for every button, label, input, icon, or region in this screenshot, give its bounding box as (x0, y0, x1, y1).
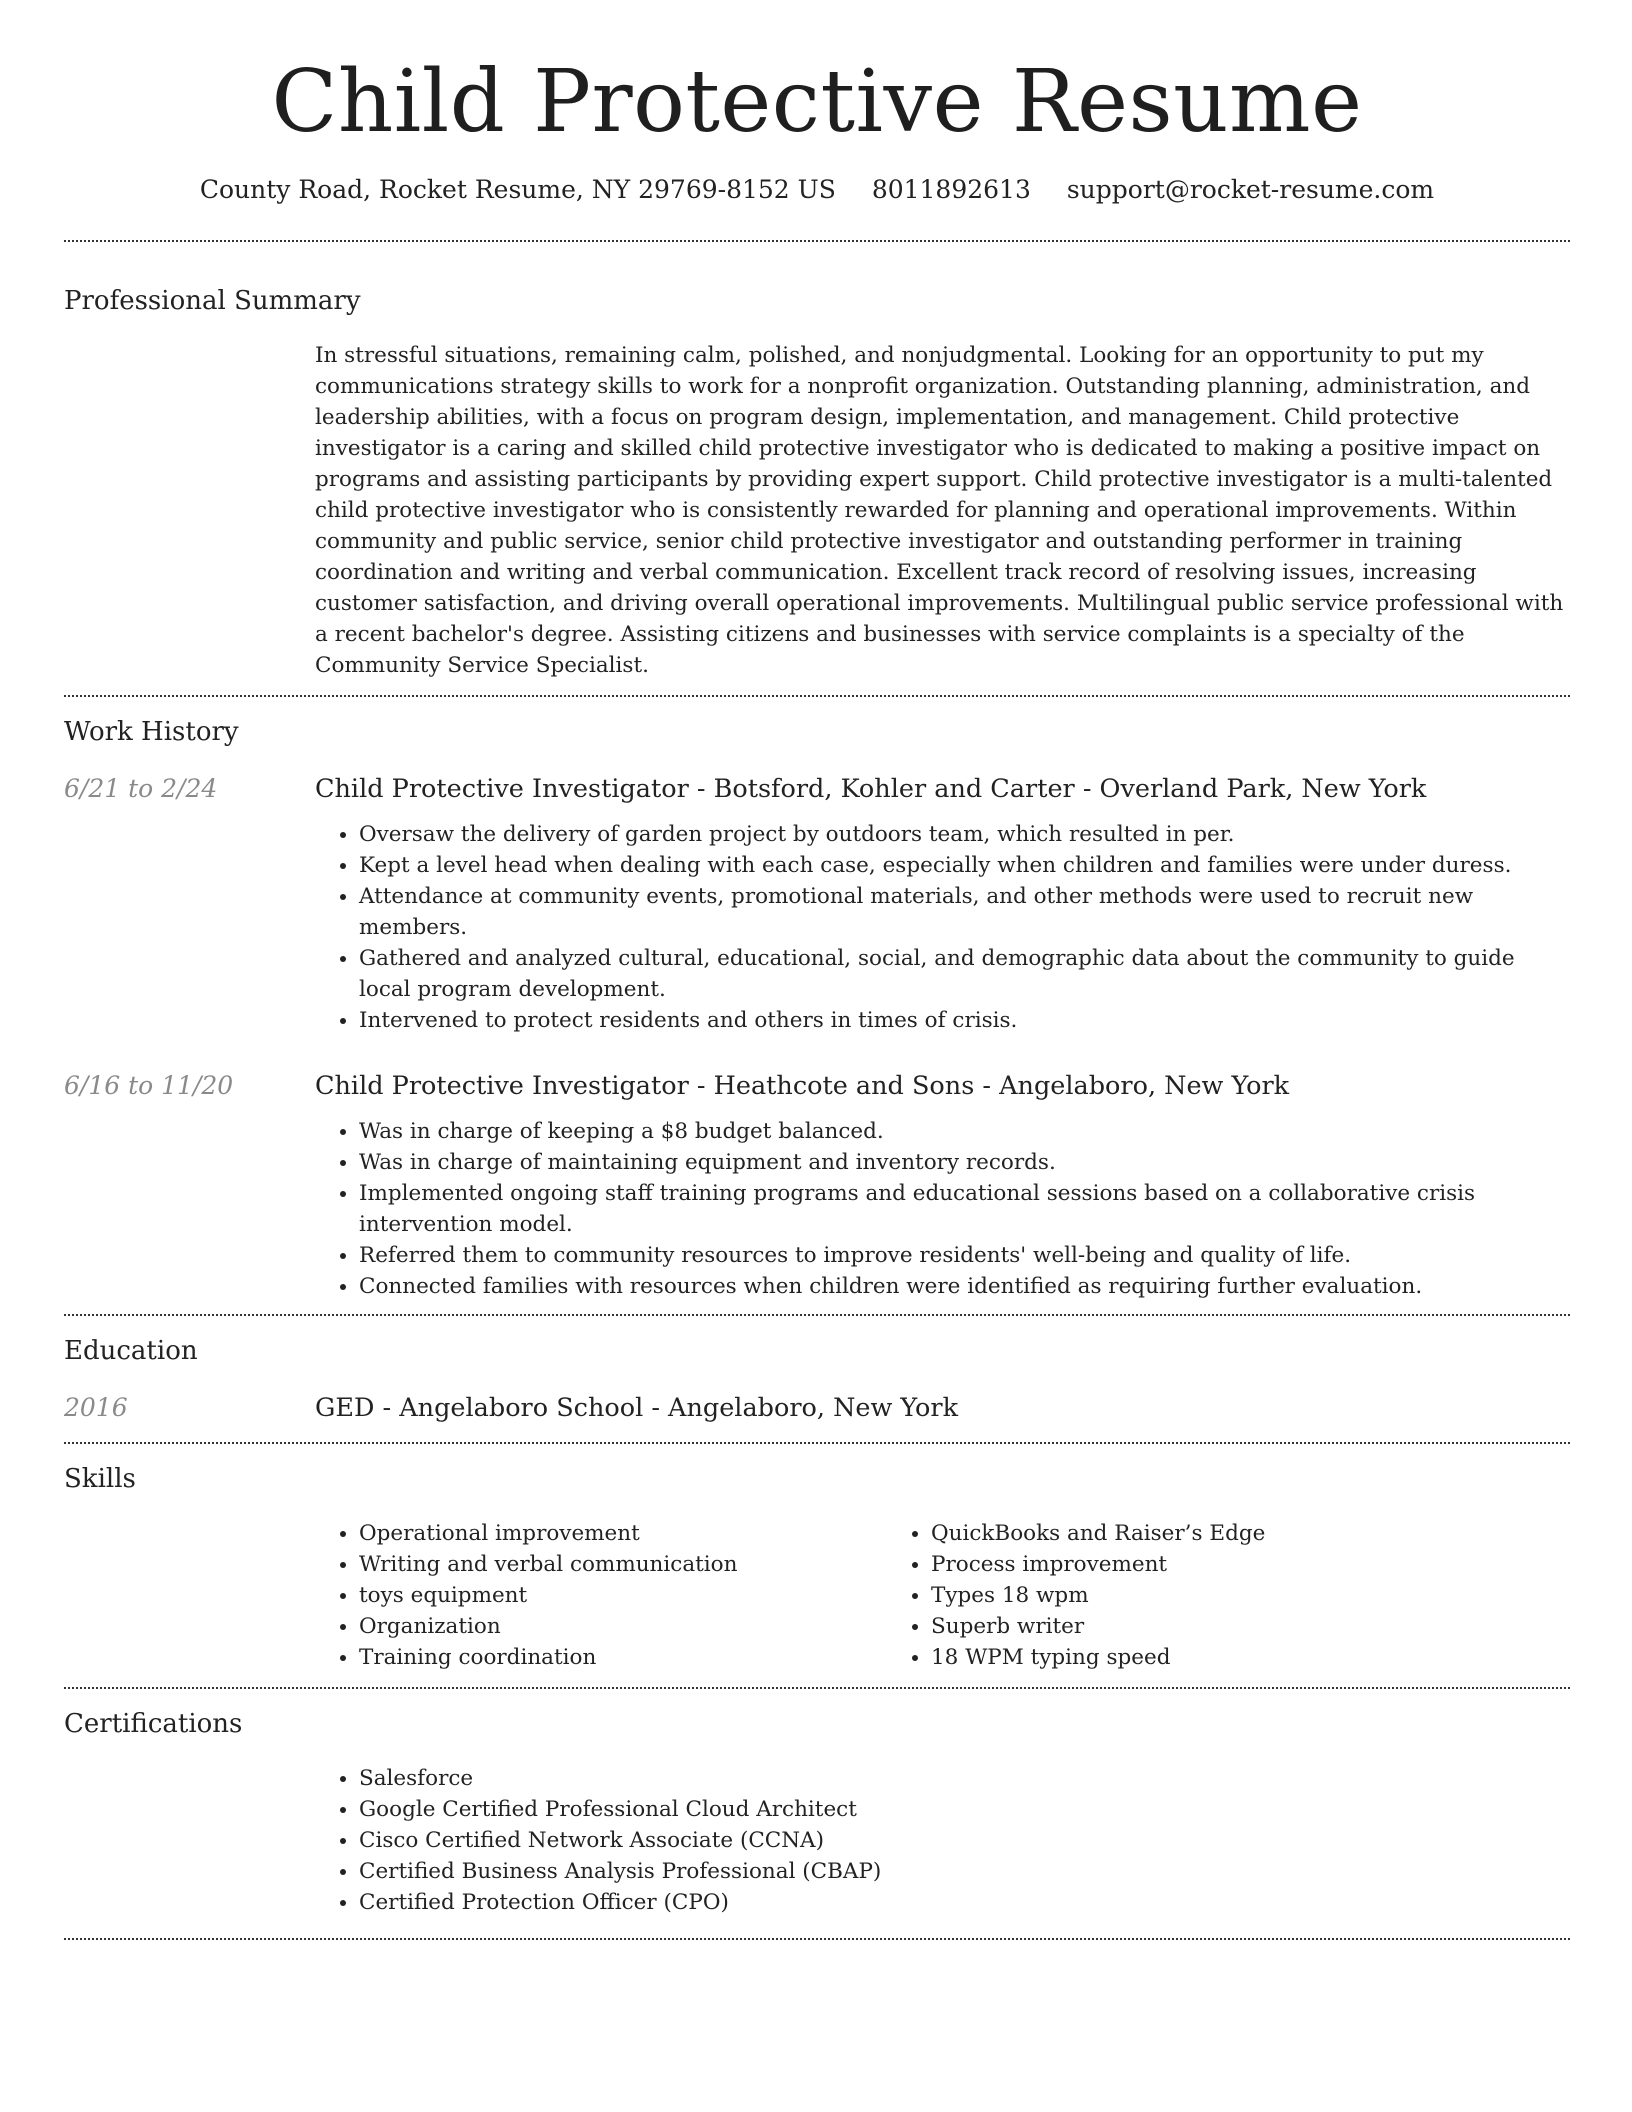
certification-item: • Certified Business Analysis Professional (CBAP) (359, 1856, 1570, 1887)
job-bullets (315, 1116, 1570, 1302)
certification-item: • Salesforce (359, 1763, 1570, 1794)
skill-item: • Operational improvement (359, 1518, 887, 1549)
job-bullet: • Connected families with resources when children were identified as requiring further evaluation. (359, 1271, 1570, 1302)
education-heading: GED - Angelaboro School - Angelaboro, New York (315, 1393, 959, 1423)
resume-page (64, 0, 1570, 1940)
skill-item: • Training coordination (359, 1642, 887, 1673)
divider (64, 1442, 1570, 1444)
skills-list (315, 1518, 1570, 1673)
skill-item: • Process improvement (931, 1549, 1459, 1580)
job-bullet: • Was in charge of keeping a $8 budget balanced. (359, 1116, 1570, 1147)
contact-email: support@rocket-resume.com (1066, 175, 1435, 204)
job-bullet: • Referred them to community resources to improve residents' well-being and quality of life. (359, 1240, 1570, 1271)
skill-item: • Organization (359, 1611, 887, 1642)
skill-item: • Types 18 wpm (931, 1580, 1459, 1611)
contact-line (64, 174, 1570, 206)
divider (64, 1938, 1570, 1940)
skills-column-left (315, 1518, 887, 1673)
skill-item: • 18 WPM typing speed (931, 1642, 1459, 1673)
resume-name: Child Protective Resume (271, 52, 1363, 152)
job-bullet: • Attendance at community events, promotional materials, and other methods were used to recruit new members. (359, 881, 1570, 943)
job-bullet: • Implemented ongoing staff training programs and educational sessions based on a collaborative crisis intervention model. (359, 1178, 1570, 1240)
section-title-certifications: Certifications (64, 1709, 243, 1739)
certification-item: • Cisco Certified Network Associate (CCNA) (359, 1825, 1570, 1856)
job-heading: Child Protective Investigator - Heathcote and Sons - Angelaboro, New York (315, 1071, 1290, 1101)
skill-item: • QuickBooks and Raiser’s Edge (931, 1518, 1459, 1549)
job-bullets (315, 819, 1570, 1036)
section-title-skills: Skills (64, 1464, 136, 1494)
divider (64, 1687, 1570, 1689)
certification-item: • Google Certified Professional Cloud Architect (359, 1794, 1570, 1825)
certifications-list (315, 1763, 1570, 1918)
skill-item: • Superb writer (931, 1611, 1459, 1642)
section-title-summary: Professional Summary (64, 286, 361, 316)
job-date: 6/21 to 2/24 (64, 774, 218, 803)
job-entry (64, 1070, 1570, 1302)
job-bullet: • Intervened to protect residents and others in times of crisis. (359, 1005, 1570, 1036)
job-bullet: • Gathered and analyzed cultural, educational, social, and demographic data about the community to guide local program development. (359, 943, 1570, 1005)
certification-item: • Certified Protection Officer (CPO) (359, 1887, 1570, 1918)
contact-address: County Road, Rocket Resume, NY 29769-8152 US (199, 175, 836, 204)
job-bullet: • Oversaw the delivery of garden project by outdoors team, which resulted in per. (359, 819, 1570, 850)
section-title-education: Education (64, 1336, 198, 1366)
skill-item: • Writing and verbal communication (359, 1549, 887, 1580)
job-date: 6/16 to 11/20 (64, 1071, 234, 1100)
job-heading: Child Protective Investigator - Botsford, Kohler and Carter - Overland Park, New York (315, 774, 1427, 804)
divider (64, 1314, 1570, 1316)
section-title-work: Work History (64, 717, 239, 747)
summary-text: In stressful situations, remaining calm, polished, and nonjudgmental. Looking for an opportunity to put my communications strategy skills to work for a nonprofit organization. Outstanding planning, administration, and leadership abilities, with a focus on program design, implementation, and management. Child protective investigator is a caring and skilled child protective investigator who is dedicated to making a positive impact on programs and assisting participants by providing expert support. Child protective investigator is a multi-talented child protective investigator who is consistently rewarded for planning and operational improvements. Within community and public service, senior child protective investigator and outstanding performer in training coordination and writing and verbal communication. Excellent track record of resolving issues, increasing customer satisfaction, and driving overall operational improvements. Multilingual public service professional with a recent bachelor's degree. Assisting citizens and businesses with service complaints is a specialty of the Community Service Specialist. (315, 343, 1564, 678)
contact-phone: 8011892613 (871, 175, 1031, 204)
skill-item: • toys equipment (359, 1580, 887, 1611)
education-date: 2016 (64, 1393, 128, 1422)
skills-column-right (887, 1518, 1459, 1673)
job-entry (64, 773, 1570, 1036)
divider (64, 695, 1570, 697)
education-entry (64, 1392, 1570, 1424)
job-bullet: • Was in charge of maintaining equipment and inventory records. (359, 1147, 1570, 1178)
job-bullet: • Kept a level head when dealing with each case, especially when children and families were under duress. (359, 850, 1570, 881)
divider (64, 240, 1570, 242)
